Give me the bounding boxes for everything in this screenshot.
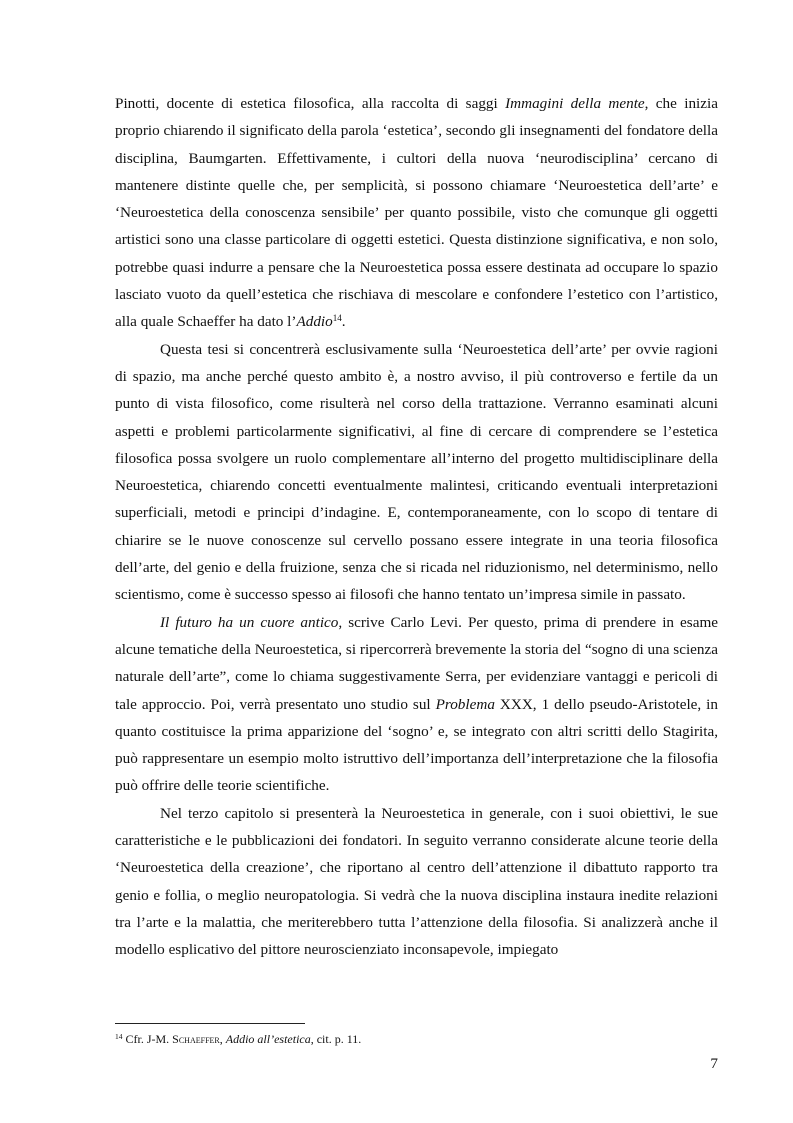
text-run: , scrive Carlo Levi. Per questo, prima di prendere in esame alcune tematiche della Neuroestetica, si ripercorrerà brevemente la storia del “sogno di una scienza naturale dell’arte”, come lo chiama suggestivamente Serra, per evidenziare vantaggi e pericoli di tale approccio. Poi, verrà presentato uno studio sul: [115, 613, 718, 713]
quote-title: Il futuro ha un cuore antico: [160, 613, 339, 631]
paragraph-2: Questa tesi si concentrerà esclusivamente sulla ‘Neuroestetica dell’arte’ per ovvie ragioni di spazio, ma anche perché questo ambito è, a nostro avviso, il più controverso e fertile da un punto di vista filosofico, come risulterà nel corso della trattazione. Verranno esaminati alcuni aspetti e problemi particolarmente significativi, al fine di cercare di comprendere se l’estetica filosofica possa svolgere un ruolo complementare all’interno del progetto multidisciplinare della Neuroestetica, chiarendo concetti eventualmente malintesi, criticando eventuali interpretazioni superficiali, metodi e principi d’indagine. E, contemporaneamente, con lo scopo di tentare di chiarire se le nuove conoscenze sul cervello possano essere integrate in una teoria filosofica dell’arte, del genio e della fruizione, senza che si ricada nel riduzionismo, nel determinismo, nello scientismo, come è successo spesso ai filosofi che hanno tentato un’impresa simile in passato.: [115, 340, 718, 604]
body-text: [115, 90, 718, 964]
book-title: Addio: [296, 313, 333, 331]
page-number: 7: [710, 1055, 718, 1072]
book-title: Problema: [435, 695, 495, 713]
paragraph-1: [115, 90, 718, 336]
book-title: Immagini della mente: [505, 95, 645, 112]
footnote-text: Cfr. J-M. S: [122, 1032, 179, 1046]
text-run: XXX, 1 dello pseudo-Aristotele, in quanto costituisce la prima apparizione del ‘sogno’ e, se integrato con altri scritti dello Stagirita, può rappresentare un esempio molto istruttivo dell’importanza dell’interpretazione che la filosofia può offrire delle teorie scientifiche.: [115, 695, 718, 795]
paragraph-3: [115, 609, 718, 800]
footnote-divider: [115, 1023, 305, 1024]
footnote-text: ,: [219, 1032, 226, 1046]
text-run: , che inizia proprio chiarendo il significato della parola ‘estetica’, secondo gli insegnamenti del fondatore della disciplina, Baumgarten. Effettivamente, i cultori della nuova ‘neurodisciplina’ cercano di mantenere distinte quelle che, per semplicità, si possono chiamare ‘Neuroestetica dell’arte’ e ‘Neuroestetica della conoscenza sensibile’ per quanto possibile, visto che comunque gli oggetti artistici sono una classe particolare di oggetti estetici. Questa distinzione significativa, e non solo, potrebbe quasi indurre a pensare che la Neuroestetica possa essere destinata ad occupare lo spazio lasciato vuoto da quell’estetica che rischiava di mescolare e confondere l’estetico con l’artistico, alla quale Schaeffer ha dato l’: [115, 95, 718, 331]
footnote-book-title: Addio all’estetica: [225, 1032, 311, 1046]
text-run: .: [341, 313, 346, 331]
footnote-reference[interactable]: 14: [332, 313, 342, 324]
footnote-author: chaeffer: [178, 1032, 220, 1046]
paragraph-4: Nel terzo capitolo si presenterà la Neuroestetica in generale, con i suoi obiettivi, le sue caratteristiche e le pubblicazioni dei fondatori. In seguito verranno considerate alcune teorie della ‘Neuroestetica della creazione’, che riportano al centro dell’attenzione il dibattuto rapporto tra genio e follia, o meglio neuropatologia. Si vedrà che la nuova disciplina instaura inedite relazioni tra l’arte e la malattia, che meriterebbero tutta l’attenzione della filosofia. Si analizzerà anche il modello esplicativo del pittore neuroscienziato inconsapevole, impiegato: [115, 804, 718, 959]
footnote: [115, 1031, 718, 1047]
footnote-number: 14: [115, 1032, 123, 1041]
footnote-text: , cit. p. 11.: [310, 1032, 362, 1046]
text-run: Pinotti, docente di estetica filosofica, alla raccolta di saggi: [115, 95, 506, 112]
